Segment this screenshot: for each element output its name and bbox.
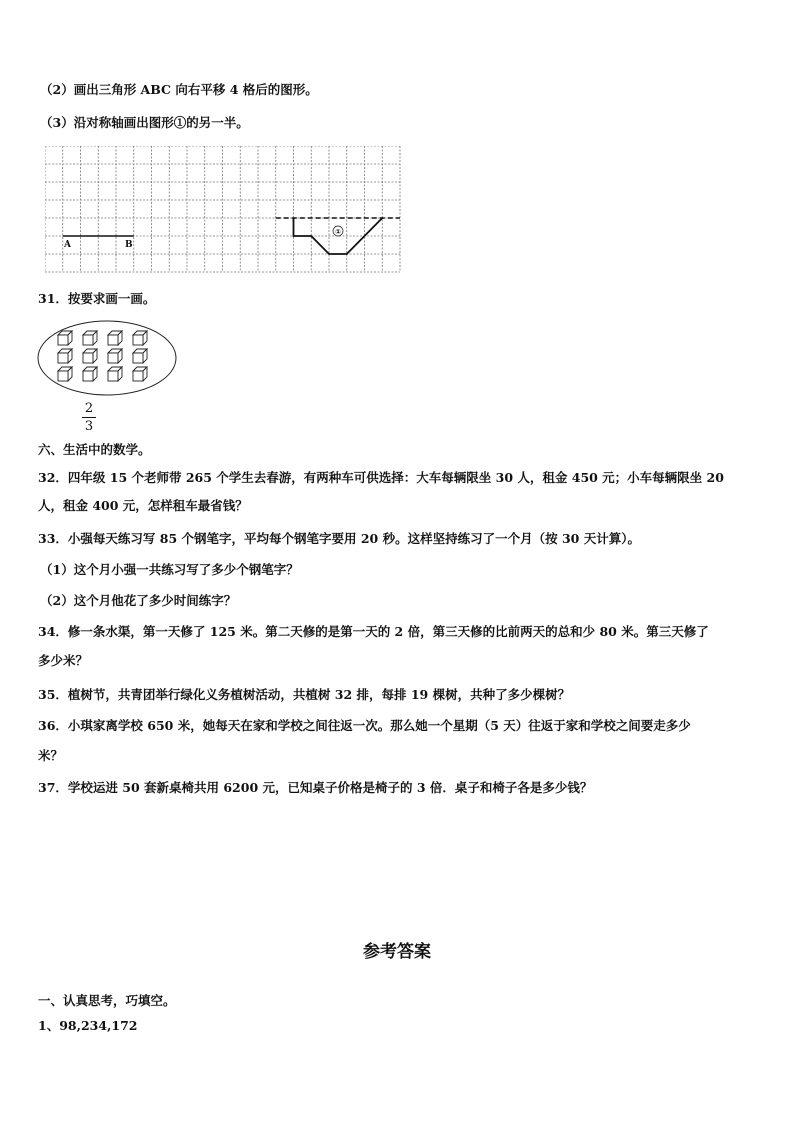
question-34-line-2: 多少米？ — [38, 653, 89, 668]
question-35: 35．植树节，共青团举行绿化义务植树活动，共植树 32 排，每排 19 棵树，共种了多少棵树？ — [38, 687, 571, 702]
question-30-part-3: （3）沿对称轴画出图形①的另一半。 — [40, 115, 249, 130]
square-grid-figure — [45, 146, 401, 274]
cube-icon — [58, 367, 72, 381]
answer-1: 1、98,234,172 — [38, 1018, 138, 1033]
point-a-label: A — [64, 240, 71, 250]
cube-icon — [58, 331, 72, 345]
question-33-part-2: （2）这个月他花了多少时间练字？ — [40, 593, 237, 608]
answers-title: 参考答案 — [363, 942, 431, 962]
question-34-line-1: 34．修一条水渠，第一天修了 125 米。第二天修的是第一天的 2 倍，第三天修的比前两天的总和少 80 米。第三天修了 — [38, 624, 709, 639]
cube-icon — [83, 331, 97, 345]
cube-icon — [108, 367, 122, 381]
cube-oval-figure — [36, 318, 180, 398]
question-33: 33．小强每天练习写 85 个钢笔字，平均每个钢笔字要用 20 秒。这样坚持练习了一个月（按 30 天计算）。 — [38, 531, 640, 546]
fraction-two-thirds — [82, 401, 96, 434]
cube-icon — [108, 331, 122, 345]
fraction-denominator: 3 — [84, 419, 94, 434]
question-32-line-2: 人，租金 400 元，怎样租车最省钱？ — [38, 498, 248, 513]
section-6-heading: 六、生活中的数学。 — [38, 442, 151, 457]
cube-icon — [58, 349, 72, 363]
answers-section-1-heading: 一、认真思考，巧填空。 — [38, 993, 176, 1008]
question-36-line-1: 36．小琪家离学校 650 米，她每天在家和学校之间往返一次。那么她一个星期（5 天）往返于家和学校之间要走多少 — [38, 718, 691, 733]
question-33-part-1: （1）这个月小强一共练习写了多少个钢笔字？ — [40, 562, 299, 577]
fraction-numerator: 2 — [84, 401, 94, 416]
cube-icon — [83, 349, 97, 363]
question-36-line-2: 米？ — [38, 748, 64, 763]
cube-icon — [133, 349, 147, 363]
cube-icon — [108, 349, 122, 363]
cube-icon — [133, 367, 147, 381]
question-37: 37．学校运进 50 套新桌椅共用 6200 元，已知桌子价格是椅子的 3 倍．桌子和椅子各是多少钱？ — [38, 780, 593, 795]
question-32-line-1: 32．四年级 15 个老师带 265 个学生去春游，有两种车可供选择：大车每辆限坐 30 人，租金 450 元；小车每辆限坐 20 — [38, 470, 724, 485]
question-31: 31．按要求画一画。 — [38, 291, 156, 306]
cube-icon — [133, 331, 147, 345]
fraction-bar — [82, 417, 96, 418]
question-30-part-2: （2）画出三角形 ABC 向右平移 4 格后的图形。 — [40, 82, 318, 97]
cube-icon — [83, 367, 97, 381]
point-b-label: B — [125, 240, 133, 250]
figure-1-label: ① — [335, 228, 341, 236]
